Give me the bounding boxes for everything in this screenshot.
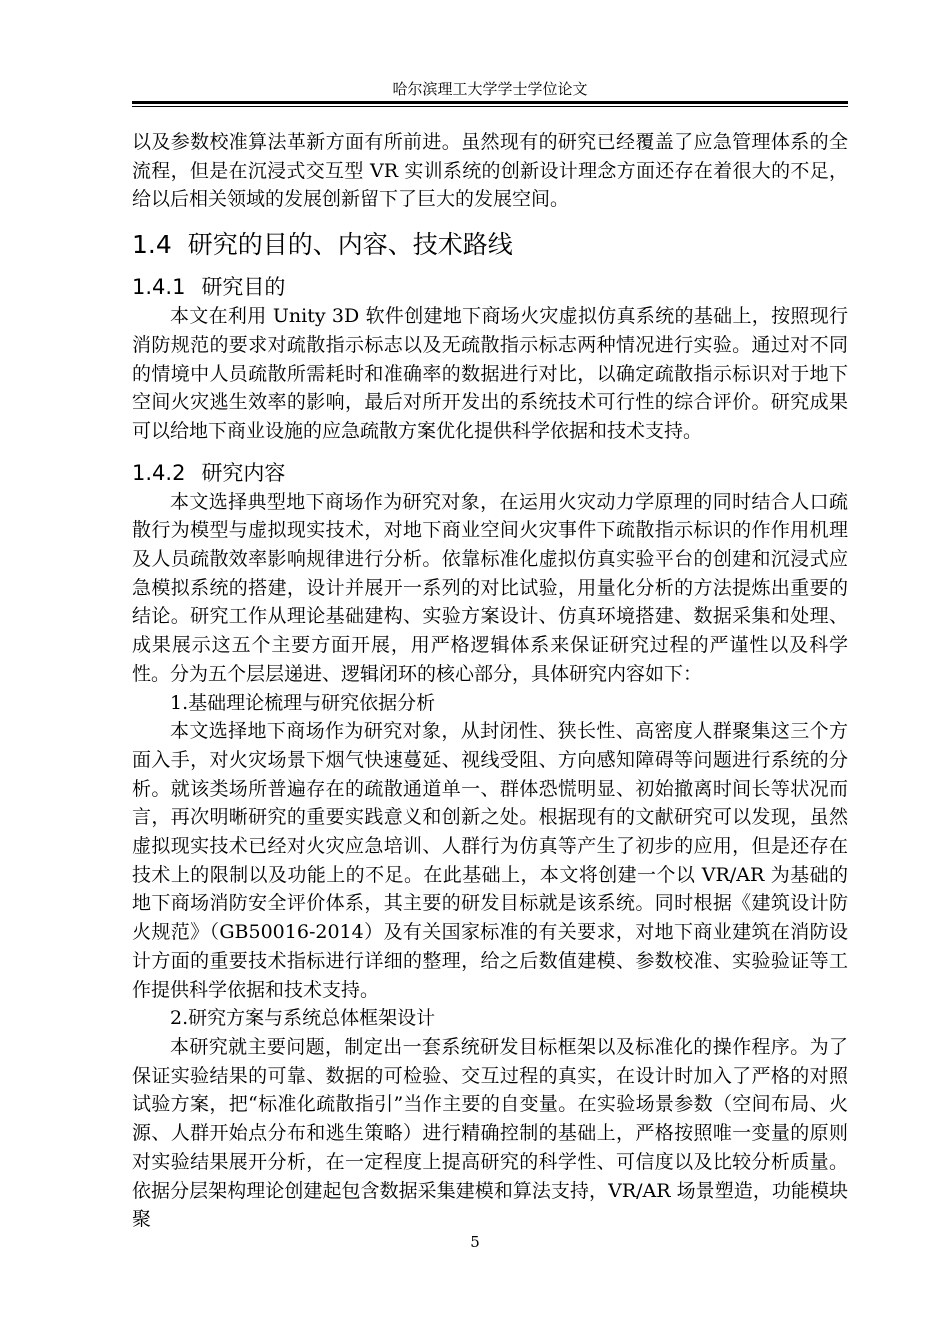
paragraph-theory: 本文选择地下商场作为研究对象，从封闭性、狭长性、高密度人群聚集这三个方面入手，对火灾场景下烟气快速蔓延、视线受阻、方向感知障碍等问题进行系统的分析。就该类场所普遍存在的疏散通道单一、群体恐慌明显、初始撤离时间长等状况而言，再次明晰研究的重要实践意义和创新之处。根据现有的文献研究可以发现，虽然虚拟现实技术已经对火灾应急培训、人群行为仿真等产生了初步的应用，但是还存在技术上的限制以及功能上的不足。在此基础上，本文将创建一个以 VR/AR 为基础的地下商场消防安全评价体系，其主要的研发目标就是该系统。同时根据《建筑设计防火规范》（GB50016-2014）及有关国家标准的有关要求，对地下商业建筑在消防设计方面的重要技术指标进行详细的整理，给之后数值建模、参数校准、实验验证等工作提供科学依据和技术支持。 xyxy=(132,720,848,1001)
paragraph-research-purpose: 本文在利用 Unity 3D 软件创建地下商场火灾虚拟仿真系统的基础上，按照现行消防规范的要求对疏散指示标志以及无疏散指示标志两种情况进行实验。通过对不同的情境中人员疏散所需耗时和准确率的数据进行对比，以确定疏散指示标识对于地下空间火灾逃生效率的影响，最后对所开发出的系统技术可行性的综合评价。研究成果可以给地下商业设施的应急疏散方案优化提供科学依据和技术支持。 xyxy=(132,305,848,442)
list-item-2: 2.研究方案与系统总体框架设计 xyxy=(170,1007,436,1030)
list-item-1: 1.基础理论梳理与研究依据分析 xyxy=(170,691,436,714)
section-number: 1.4 xyxy=(132,230,172,260)
section-title: 研究的目的、内容、技术路线 xyxy=(187,230,513,260)
subsection-number: 1.4.2 xyxy=(132,460,186,485)
subsection-title: 研究内容 xyxy=(201,460,286,485)
section-heading-1-4 xyxy=(132,228,848,262)
page-number: 5 xyxy=(470,1233,480,1251)
subsection-heading-1-4-2 xyxy=(132,458,848,488)
header-rule-thick xyxy=(132,101,848,104)
paragraph-continuation: 以及参数校准算法革新方面有所前进。虽然现有的研究已经覆盖了应急管理体系的全流程，但是在沉浸式交互型 VR 实训系统的创新设计理念方面还存在着很大的不足，给以后相关领域的发展创新留下了巨大的发展空间。 xyxy=(132,131,848,211)
running-header: 哈尔滨理工大学学士学位论文 xyxy=(392,80,588,98)
paragraph-research-content: 本文选择典型地下商场作为研究对象，在运用火灾动力学原理的同时结合人口疏散行为模型与虚拟现实技术，对地下商业空间火灾事件下疏散指示标识的作作用机理及人员疏散效率影响规律进行分析。依靠标准化虚拟仿真实验平台的创建和沉浸式应急模拟系统的搭建，设计并展开一系列的对比试验，用量化分析的方法提炼出重要的结论。研究工作从理论基础建构、实验方案设计、仿真环境搭建、数据采集和处理、成果展示这五个主要方面开展，用严格逻辑体系来保证研究过程的严谨性以及科学性。分为五个层层递进、逻辑闭环的核心部分，具体研究内容如下： xyxy=(132,490,848,685)
subsection-heading-1-4-1 xyxy=(132,272,848,302)
subsection-title: 研究目的 xyxy=(201,275,286,300)
header-rule-thin xyxy=(132,106,848,107)
paragraph-framework: 本研究就主要问题，制定出一套系统研发目标框架以及标准化的操作程序。为了保证实验结果的可靠、数据的可检验、交互过程的真实，在设计时加入了严格的对照试验方案，把“标准化疏散指引”当作主要的自变量。在实验场景参数（空间布局、火源、人群开始点分布和逃生策略）进行精确控制的基础上，严格按照唯一变量的原则对实验结果展开分析，在一定程度上提高研究的科学性、可信度以及比较分析质量。依据分层架构理论创建起包含数据采集建模和算法支持，VR/AR 场景塑造，功能模块聚 xyxy=(132,1035,848,1231)
body-text xyxy=(132,128,848,1234)
subsection-number: 1.4.1 xyxy=(132,275,186,300)
